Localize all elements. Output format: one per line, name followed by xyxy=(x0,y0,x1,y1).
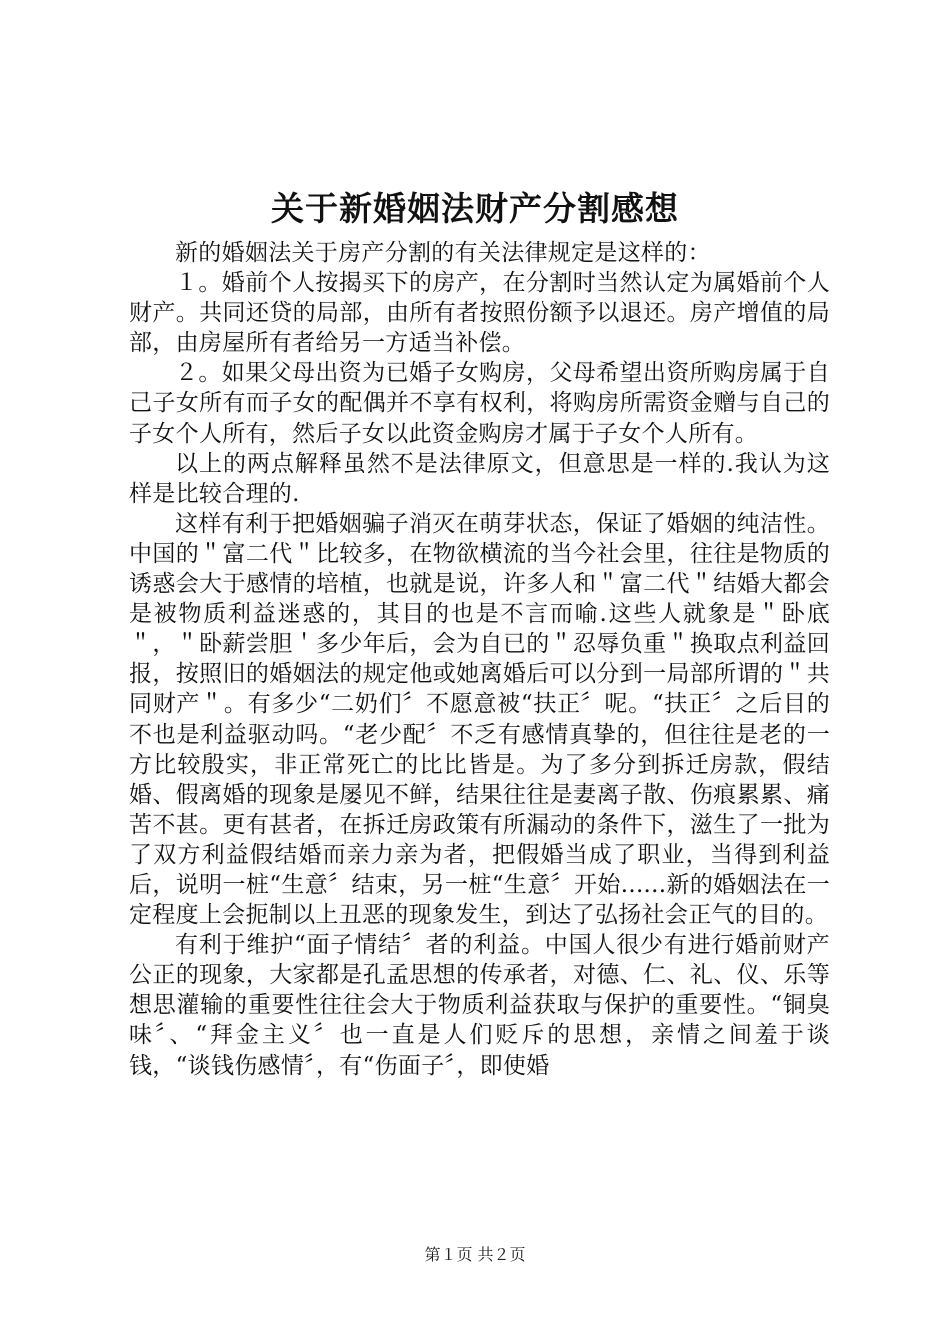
paragraph-point-2: ２。如果父母出资为已婚子女购房，父母希望出资所购房属于自己子女所有而子女的配偶并不享有权利，将购房所需资金赠与自己的子女个人所有，然后子女以此资金购房才属于子女个人所有。 xyxy=(129,360,830,447)
paragraph-point-1: １。婚前个人按揭买下的房产，在分割时当然认定为属婚前个人财产。共同还贷的局部，由所有者按照份额予以退还。房产增值的局部，由房屋所有者给另一方适当补偿。 xyxy=(129,270,830,357)
document-body xyxy=(129,238,830,1081)
paragraph-intro: 新的婚姻法关于房产分割的有关法律规定是这样的： xyxy=(175,240,711,266)
page-footer: 第１页 共２页 xyxy=(424,1245,526,1264)
paragraph-opinion: 以上的两点解释虽然不是法律原文，但意思是一样的.我认为这样是比较合理的. xyxy=(129,450,830,507)
paragraph-benefit-2: 有利于维护“面子情结〞者的利益。中国人很少有进行婚前财产公正的现象，大家都是孔孟思想的传承者，对德、仁、礼、仪、乐等想思灌输的重要性往往会大于物质利益获取与保护的重要性。“铜臭味〞、“拜金主义〞也一直是人们贬斥的思想，亲情之间羞于谈钱，“谈钱伤感情〞，有“伤面子〞，即使婚 xyxy=(129,932,830,1079)
paragraph-benefit-1: 这样有利于把婚姻骗子消灭在萌芽状态，保证了婚姻的纯洁性。中国的＂富二代＂比较多，在物欲横流的当今社会里，往往是物质的诱惑会大于感情的培植，也就是说，许多人和＂富二代＂结婚大都会是被物质利益迷惑的，其目的也是不言而喻.这些人就象是＂卧底＂，＂卧薪尝胆＇多少年后，会为自已的＂忍辱负重＂换取点利益回报，按照旧的婚姻法的规定他或她离婚后可以分到一局部所谓的＂共同财产＂。有多少“二奶们〞不愿意被“扶正〞呢。“扶正〞之后目的不也是利益驱动吗。“老少配〞不乏有感情真挚的，但往往是老的一方比较殷实，非正常死亡的比比皆是。为了多分到拆迁房款，假结婚、假离婚的现象是屡见不鲜，结果往往是妻离子散、伤痕累累、痛苦不甚。更有甚者，在拆迁房政策有所漏动的条件下，滋生了一批为了双方利益假结婚而亲力亲为者，把假婚当成了职业，当得到利益后，说明一桩“生意〞结束，另一桩“生意〞开始......新的婚姻法在一定程度上会扼制以上丑恶的现象发生，到达了弘扬社会正气的目的。 xyxy=(129,510,830,929)
document-title: 关于新婚姻法财产分割感想 xyxy=(271,189,679,228)
